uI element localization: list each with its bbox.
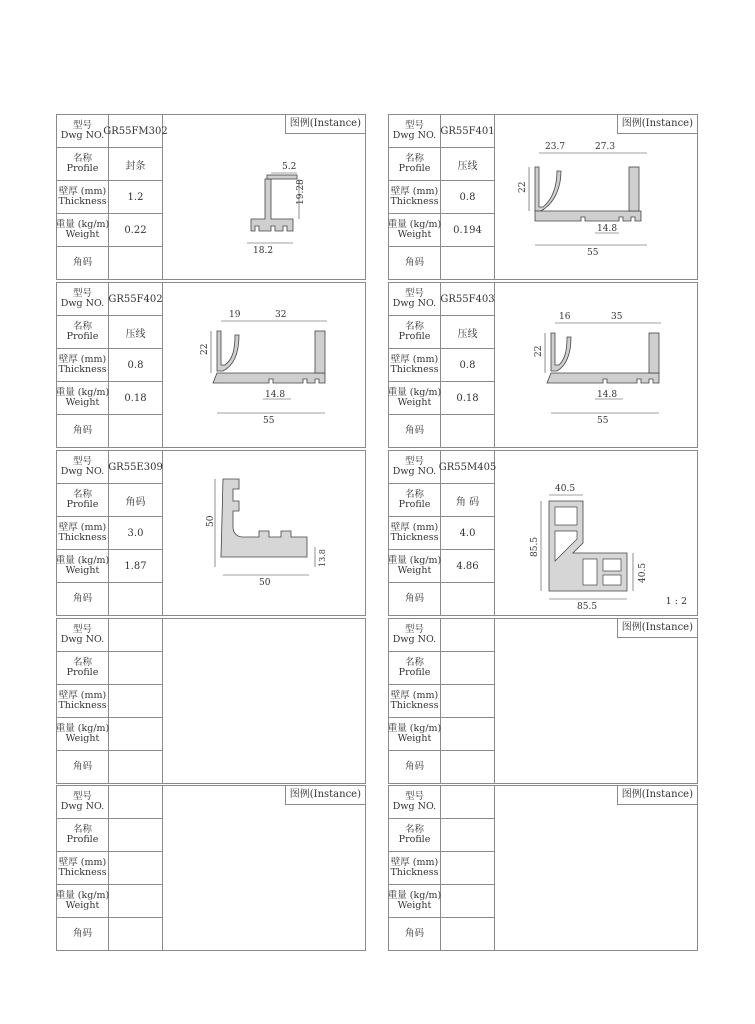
corner-value bbox=[109, 751, 163, 784]
profile-card bbox=[56, 618, 366, 784]
weight-value: 0.194 bbox=[441, 214, 495, 246]
thickness-row: 壁厚 (mm) Thickness 3.0 bbox=[57, 517, 163, 550]
dwg-value: GR55F402 bbox=[109, 283, 163, 315]
svg-text:55: 55 bbox=[263, 416, 275, 426]
weight-row: 重量 (kg/m) Weight 0.18 bbox=[389, 382, 495, 415]
weight-value bbox=[441, 718, 495, 750]
profile-card bbox=[388, 618, 698, 784]
thickness-row: 壁厚 (mm) Thickness bbox=[389, 852, 495, 885]
weight-row: 重量 (kg/m) Weight 4.86 bbox=[389, 550, 495, 583]
thickness-row: 壁厚 (mm) Thickness 0.8 bbox=[389, 349, 495, 382]
svg-text:40.5: 40.5 bbox=[638, 562, 648, 583]
corner-row: 角码 bbox=[57, 918, 163, 951]
thickness-value bbox=[441, 852, 495, 884]
weight-row: 重量 (kg/m) Weight 1.87 bbox=[57, 550, 163, 583]
profile-row: 名称 Profile bbox=[389, 819, 495, 852]
thickness-row: 壁厚 (mm) Thickness 4.0 bbox=[389, 517, 495, 550]
weight-row: 重量 (kg/m) Weight 0.18 bbox=[57, 382, 163, 415]
weight-value: 0.22 bbox=[109, 214, 163, 246]
thickness-value: 0.8 bbox=[109, 349, 163, 381]
svg-text:14.8: 14.8 bbox=[597, 224, 618, 234]
instance-badge: 图例(Instance) bbox=[617, 786, 697, 805]
thickness-row: 壁厚 (mm) Thickness 0.8 bbox=[57, 349, 163, 382]
weight-row: 重量 (kg/m) Weight bbox=[389, 718, 495, 751]
dwg-value: GR55M405 bbox=[441, 451, 495, 483]
instance-badge: 图例(Instance) bbox=[617, 115, 697, 134]
profile-value: 压线 bbox=[441, 316, 495, 348]
weight-value bbox=[109, 885, 163, 917]
weight-row: 重量 (kg/m) Weight bbox=[57, 885, 163, 918]
corner-row: 角码 bbox=[57, 247, 163, 280]
svg-text:14.8: 14.8 bbox=[597, 390, 618, 400]
dwg-row: 型号 Dwg NO. GR55F402 bbox=[57, 283, 163, 316]
dwg-value: GR55FM302 bbox=[109, 115, 163, 147]
corner-value bbox=[109, 247, 163, 279]
corner-row: 角码 bbox=[389, 415, 495, 448]
profile-row: 名称 Profile bbox=[389, 652, 495, 685]
dwg-row: 型号 Dwg NO. GR55FM302 bbox=[57, 115, 163, 148]
svg-text:19: 19 bbox=[229, 310, 241, 320]
profile-row: 名称 Profile 压线 bbox=[389, 148, 495, 181]
thickness-row: 壁厚 (mm) Thickness 0.8 bbox=[389, 181, 495, 214]
corner-value bbox=[441, 415, 495, 447]
dwg-row: 型号 Dwg NO. GR55E309 bbox=[57, 451, 163, 484]
thickness-value: 4.0 bbox=[441, 517, 495, 549]
svg-text:18.2: 18.2 bbox=[253, 246, 274, 256]
thickness-value: 1.2 bbox=[109, 181, 163, 213]
svg-text:55: 55 bbox=[587, 248, 599, 258]
thickness-value bbox=[109, 685, 163, 717]
profile-card bbox=[388, 282, 698, 448]
profile-value: 封条 bbox=[109, 148, 163, 180]
corner-row: 角码 bbox=[57, 583, 163, 616]
profile-card bbox=[56, 450, 366, 616]
svg-text:40.5: 40.5 bbox=[555, 484, 576, 494]
dwg-value: GR55E309 bbox=[109, 451, 163, 483]
profile-row: 名称 Profile bbox=[57, 819, 163, 852]
instance-badge: 图例(Instance) bbox=[617, 619, 697, 638]
profile-drawing bbox=[167, 303, 362, 443]
svg-text:22: 22 bbox=[200, 343, 210, 355]
dwg-value: GR55F403 bbox=[441, 283, 495, 315]
svg-text:14.8: 14.8 bbox=[265, 390, 286, 400]
weight-value bbox=[441, 885, 495, 917]
corner-value bbox=[109, 583, 163, 615]
weight-value: 0.18 bbox=[109, 382, 163, 414]
profile-drawing bbox=[499, 303, 694, 443]
thickness-value: 3.0 bbox=[109, 517, 163, 549]
profile-card bbox=[388, 785, 698, 951]
profile-value: 角 码 bbox=[441, 484, 495, 516]
svg-text:22: 22 bbox=[534, 345, 544, 357]
profile-row: 名称 Profile 压线 bbox=[389, 316, 495, 349]
profile-value bbox=[109, 819, 163, 851]
thickness-value: 0.8 bbox=[441, 181, 495, 213]
profile-value: 角码 bbox=[109, 484, 163, 516]
thickness-row: 壁厚 (mm) Thickness bbox=[389, 685, 495, 718]
dwg-row: 型号 Dwg NO. GR55M405 bbox=[389, 451, 495, 484]
corner-row: 角码 bbox=[389, 751, 495, 784]
weight-value: 0.18 bbox=[441, 382, 495, 414]
corner-row: 角码 bbox=[57, 751, 163, 784]
svg-text:16: 16 bbox=[559, 312, 571, 322]
svg-text:22: 22 bbox=[518, 181, 528, 193]
dwg-value: GR55F401 bbox=[441, 115, 495, 147]
weight-value bbox=[109, 718, 163, 750]
instance-badge: 图例(Instance) bbox=[285, 786, 365, 805]
thickness-row: 壁厚 (mm) Thickness 1.2 bbox=[57, 181, 163, 214]
weight-row: 重量 (kg/m) Weight bbox=[389, 885, 495, 918]
svg-text:5.2: 5.2 bbox=[282, 162, 297, 172]
profile-card bbox=[56, 114, 366, 280]
corner-row: 角码 bbox=[389, 247, 495, 280]
svg-text:19.28: 19.28 bbox=[296, 179, 306, 205]
thickness-value bbox=[109, 852, 163, 884]
profile-row: 名称 Profile 压线 bbox=[57, 316, 163, 349]
dwg-row: 型号 Dwg NO. bbox=[57, 619, 163, 652]
profile-row: 名称 Profile 角码 bbox=[57, 484, 163, 517]
svg-text:13.8: 13.8 bbox=[318, 549, 327, 567]
profile-value: 压线 bbox=[109, 316, 163, 348]
dwg-row: 型号 Dwg NO. GR55F401 bbox=[389, 115, 495, 148]
svg-text:50: 50 bbox=[259, 578, 271, 588]
dwg-value bbox=[441, 619, 495, 651]
dwg-value bbox=[109, 619, 163, 651]
profile-card bbox=[388, 450, 698, 616]
profile-card bbox=[56, 282, 366, 448]
svg-text:23.7: 23.7 bbox=[545, 142, 566, 152]
profile-row: 名称 Profile 角 码 bbox=[389, 484, 495, 517]
profile-card bbox=[388, 114, 698, 280]
scale-label: 1 : 2 bbox=[665, 596, 687, 607]
weight-row: 重量 (kg/m) Weight 0.22 bbox=[57, 214, 163, 247]
profile-value bbox=[109, 652, 163, 684]
corner-row: 角码 bbox=[389, 583, 495, 616]
thickness-row: 壁厚 (mm) Thickness bbox=[57, 685, 163, 718]
dwg-row: 型号 Dwg NO. bbox=[389, 786, 495, 819]
dwg-row: 型号 Dwg NO. GR55F403 bbox=[389, 283, 495, 316]
svg-text:32: 32 bbox=[275, 310, 287, 320]
profile-drawing bbox=[499, 135, 694, 275]
profile-value: 压线 bbox=[441, 148, 495, 180]
profile-value bbox=[441, 652, 495, 684]
weight-row: 重量 (kg/m) Weight 0.194 bbox=[389, 214, 495, 247]
corner-value bbox=[441, 918, 495, 950]
corner-value bbox=[441, 751, 495, 783]
dwg-row: 型号 Dwg NO. bbox=[389, 619, 495, 652]
profile-row: 名称 Profile 封条 bbox=[57, 148, 163, 181]
profile-drawing bbox=[167, 135, 362, 275]
dwg-value bbox=[109, 786, 163, 818]
svg-text:55: 55 bbox=[597, 416, 609, 426]
profile-drawing bbox=[499, 471, 694, 611]
thickness-row: 壁厚 (mm) Thickness bbox=[57, 852, 163, 885]
svg-text:50: 50 bbox=[206, 515, 216, 527]
corner-value bbox=[109, 415, 163, 447]
corner-value bbox=[441, 247, 495, 279]
weight-value: 1.87 bbox=[109, 550, 163, 582]
svg-text:27.3: 27.3 bbox=[595, 142, 616, 152]
instance-badge: 图例(Instance) bbox=[285, 115, 365, 134]
dwg-value bbox=[441, 786, 495, 818]
svg-text:35: 35 bbox=[611, 312, 623, 322]
thickness-value: 0.8 bbox=[441, 349, 495, 381]
profile-drawing bbox=[167, 471, 362, 611]
profile-row: 名称 Profile bbox=[57, 652, 163, 685]
profile-value bbox=[441, 819, 495, 851]
corner-row: 角码 bbox=[389, 918, 495, 951]
svg-text:85.5: 85.5 bbox=[530, 536, 540, 557]
dwg-row: 型号 Dwg NO. bbox=[57, 786, 163, 819]
thickness-value bbox=[441, 685, 495, 717]
weight-row: 重量 (kg/m) Weight bbox=[57, 718, 163, 751]
profile-card bbox=[56, 785, 366, 951]
corner-value bbox=[109, 918, 163, 950]
svg-text:85.5: 85.5 bbox=[577, 602, 598, 612]
corner-value bbox=[441, 583, 495, 615]
weight-value: 4.86 bbox=[441, 550, 495, 582]
corner-row: 角码 bbox=[57, 415, 163, 448]
